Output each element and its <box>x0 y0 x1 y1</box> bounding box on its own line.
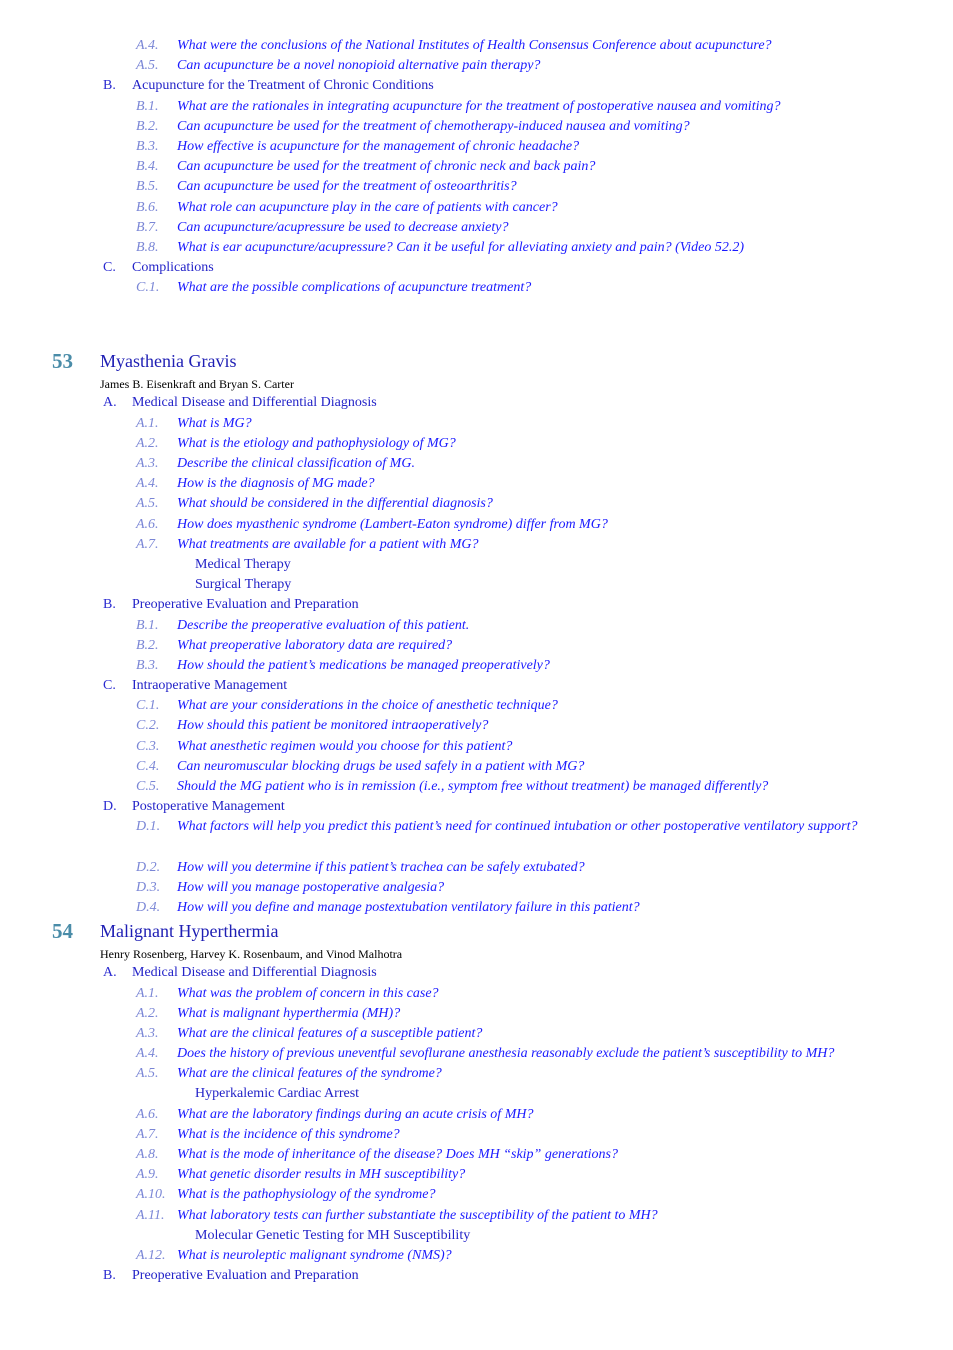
chapter-heading[interactable] <box>0 918 953 945</box>
question-text: How will you determine if this patient’s trachea can be safely extubated? <box>177 859 585 875</box>
question-text: What genetic disorder results in MH susceptibility? <box>177 1167 466 1183</box>
authors-text: James B. Eisenkraft and Bryan S. Carter <box>100 377 294 392</box>
chapter-number: 53 <box>52 349 73 374</box>
question-text: What is the pathophysiology of the syndrome? <box>177 1187 436 1203</box>
section-letter: D. <box>103 799 117 815</box>
question-text: What are the laboratory findings during an acute crisis of MH? <box>177 1106 534 1122</box>
question-number: B.3. <box>136 138 159 154</box>
question-text: What laboratory tests can further substantiate the susceptibility of the patient to MH? <box>177 1207 658 1223</box>
question-text: How effective is acupuncture for the management of chronic headache? <box>177 138 580 154</box>
chapter-gap <box>0 298 953 348</box>
question-link[interactable] <box>0 454 953 474</box>
question-link[interactable] <box>0 737 953 757</box>
question-text: Describe the clinical classification of MG. <box>177 456 415 471</box>
question-text: How should the patient’s medications be managed preoperatively? <box>177 657 550 673</box>
question-link[interactable] <box>0 474 953 494</box>
question-number: B.2. <box>136 637 159 653</box>
question-text: Should the MG patient who is in remission (i.e., symptom free without treatment) be managed differently? <box>177 779 769 794</box>
section-title: Acupuncture for the Treatment of Chronic Conditions <box>132 78 434 94</box>
section-letter: B. <box>103 78 116 94</box>
question-link[interactable] <box>0 878 953 898</box>
question-link[interactable] <box>0 696 953 716</box>
question-link[interactable] <box>0 1206 953 1226</box>
question-text: What is neuroleptic malignant syndrome (NMS)? <box>177 1247 452 1263</box>
question-link[interactable] <box>0 434 953 454</box>
question-link[interactable] <box>0 616 953 636</box>
question-number: D.1. <box>136 819 161 835</box>
question-link[interactable] <box>0 414 953 434</box>
chapter-authors <box>0 945 953 963</box>
question-number: A.3. <box>136 456 159 471</box>
question-text: What should be considered in the differential diagnosis? <box>177 496 493 512</box>
question-number: B.1. <box>136 98 159 114</box>
question-number: A.4. <box>136 476 159 492</box>
question-link[interactable] <box>0 858 953 878</box>
subtopic-link[interactable] <box>0 1084 953 1104</box>
question-text: Can acupuncture/acupressure be used to decrease anxiety? <box>177 219 509 235</box>
question-link[interactable] <box>0 898 953 918</box>
chapter-title[interactable]: Malignant Hyperthermia <box>100 921 279 942</box>
section-letter: B. <box>103 1268 116 1284</box>
chapter-heading[interactable] <box>0 348 953 375</box>
section-letter: A. <box>103 965 117 981</box>
question-text: What is malignant hyperthermia (MH)? <box>177 1005 401 1021</box>
question-link[interactable] <box>0 36 953 56</box>
chapter-54-entries <box>0 963 953 1286</box>
section-title: Preoperative Evaluation and Preparation <box>132 1268 359 1284</box>
subtopic-text: Medical Therapy <box>195 556 291 572</box>
question-number: A.3. <box>136 1025 159 1041</box>
question-text: How should this patient be monitored intraoperatively? <box>177 718 489 734</box>
question-link[interactable] <box>0 1024 953 1044</box>
section-title: Medical Disease and Differential Diagnosis <box>132 395 377 411</box>
question-number: A.1. <box>136 985 159 1001</box>
question-number: D.3. <box>136 879 161 895</box>
question-link[interactable] <box>0 1185 953 1205</box>
subtopic-link[interactable] <box>0 555 953 575</box>
table-of-contents <box>0 36 953 1286</box>
question-link[interactable] <box>0 1165 953 1185</box>
question-number: A.5. <box>136 496 159 512</box>
question-link[interactable] <box>0 1246 953 1266</box>
question-number: B.7. <box>136 219 159 235</box>
section-letter: A. <box>103 395 117 411</box>
question-link[interactable] <box>0 56 953 76</box>
question-number: A.12. <box>136 1247 166 1263</box>
section-title: Medical Disease and Differential Diagnosis <box>132 965 377 981</box>
question-link[interactable] <box>0 1064 953 1084</box>
question-number: B.8. <box>136 239 159 255</box>
question-text: What factors will help you predict this patient’s need for continued intubation or other postoperative ventilatory support? <box>177 819 858 835</box>
section-heading-link[interactable] <box>0 258 953 278</box>
section-title: Complications <box>132 260 214 276</box>
question-link[interactable] <box>0 716 953 736</box>
question-number: A.2. <box>136 435 159 451</box>
question-number: C.3. <box>136 738 160 754</box>
chapter-53-entries <box>0 393 953 918</box>
chapter-title[interactable]: Myasthenia Gravis <box>100 351 237 372</box>
question-number: B.3. <box>136 657 159 673</box>
question-number: C.4. <box>136 758 160 774</box>
question-text: Can acupuncture be used for the treatment of osteoarthritis? <box>177 179 517 195</box>
question-text: Can acupuncture be used for the treatment of chemotherapy-induced nausea and vomiting? <box>177 118 690 134</box>
question-number: A.6. <box>136 1106 159 1122</box>
question-link[interactable] <box>0 1044 953 1064</box>
question-text: Does the history of previous uneventful sevoflurane anesthesia reasonably exclude the patient’s susceptibility to MH? <box>177 1046 835 1062</box>
question-number: C.1. <box>136 698 160 714</box>
section-letter: B. <box>103 597 116 613</box>
section-heading-link[interactable] <box>0 963 953 983</box>
question-text: What anesthetic regimen would you choose for this patient? <box>177 738 513 754</box>
question-number: B.4. <box>136 159 159 175</box>
question-text: How will you manage postoperative analgesia? <box>177 879 445 895</box>
question-link[interactable] <box>0 1004 953 1024</box>
chapter-53 <box>0 348 953 918</box>
subtopic-text: Surgical Therapy <box>195 577 292 593</box>
question-text: What is MG? <box>177 415 252 431</box>
question-number: B.5. <box>136 179 159 195</box>
question-link[interactable] <box>0 757 953 777</box>
question-number: A.4. <box>136 1046 159 1062</box>
question-link[interactable] <box>0 777 953 797</box>
question-text: How is the diagnosis of MG made? <box>177 476 375 492</box>
section-title: Postoperative Management <box>132 799 285 815</box>
question-text: How does myasthenic syndrome (Lambert-Eaton syndrome) differ from MG? <box>177 516 608 532</box>
question-number: A.9. <box>136 1167 159 1183</box>
question-text: Can neuromuscular blocking drugs be used safely in a patient with MG? <box>177 758 585 774</box>
section-heading-link[interactable] <box>0 76 953 96</box>
subtopic-text: Molecular Genetic Testing for MH Susceptibility <box>195 1227 471 1243</box>
question-text: What is the etiology and pathophysiology of MG? <box>177 435 456 451</box>
subtopic-text: Hyperkalemic Cardiac Arrest <box>195 1086 360 1102</box>
question-number: B.1. <box>136 617 159 633</box>
question-link[interactable] <box>0 238 953 258</box>
chapter-54 <box>0 918 953 1286</box>
question-link[interactable] <box>0 494 953 514</box>
question-text: Describe the preoperative evaluation of this patient. <box>177 617 470 633</box>
question-number: B.6. <box>136 199 159 215</box>
question-number: A.2. <box>136 1005 159 1021</box>
question-text: What are the possible complications of acupuncture treatment? <box>177 280 532 296</box>
question-link[interactable] <box>0 117 953 137</box>
question-link[interactable] <box>0 1145 953 1165</box>
authors-text: Henry Rosenberg, Harvey K. Rosenbaum, and Vinod Malhotra <box>100 947 403 962</box>
question-link[interactable] <box>0 198 953 218</box>
question-link[interactable] <box>0 984 953 1004</box>
question-link[interactable] <box>0 1125 953 1145</box>
question-text: How will you define and manage postextubation ventilatory failure in this patient? <box>177 900 640 916</box>
section-title: Intraoperative Management <box>132 678 288 694</box>
question-link[interactable] <box>0 97 953 117</box>
question-text: What preoperative laboratory data are required? <box>177 637 453 653</box>
question-text: What are your considerations in the choice of anesthetic technique? <box>177 698 558 714</box>
question-text: What is ear acupuncture/acupressure? Can it be useful for alleviating anxiety and pain? (Video 52.2) <box>177 239 745 255</box>
question-link[interactable] <box>0 515 953 535</box>
question-number: A.11. <box>136 1207 165 1223</box>
question-text: What treatments are available for a patient with MG? <box>177 536 479 552</box>
question-number: C.2. <box>136 718 160 734</box>
question-number: C.1. <box>136 280 160 296</box>
question-link[interactable] <box>0 656 953 676</box>
question-link[interactable] <box>0 137 953 157</box>
question-text: What is the incidence of this syndrome? <box>177 1126 400 1142</box>
question-link[interactable] <box>0 218 953 238</box>
subtopic-link[interactable] <box>0 575 953 595</box>
question-link[interactable] <box>0 278 953 298</box>
section-title: Preoperative Evaluation and Preparation <box>132 597 359 613</box>
question-link[interactable] <box>0 636 953 656</box>
question-link[interactable] <box>0 177 953 197</box>
question-link[interactable] <box>0 535 953 555</box>
question-text: What were the conclusions of the National Institutes of Health Consensus Conference about acupuncture? <box>177 38 772 53</box>
chapter-authors <box>0 375 953 393</box>
question-number: D.4. <box>136 900 161 916</box>
question-text: What was the problem of concern in this case? <box>177 985 439 1001</box>
chapter-number: 54 <box>52 919 73 944</box>
question-number: A.7. <box>136 1126 159 1142</box>
question-text: What role can acupuncture play in the care of patients with cancer? <box>177 199 558 215</box>
question-link[interactable] <box>0 817 953 857</box>
question-number: A.5. <box>136 58 159 74</box>
section-letter: C. <box>103 260 116 276</box>
section-letter: C. <box>103 678 116 694</box>
section-heading-link[interactable] <box>0 1266 953 1286</box>
question-text: What is the mode of inheritance of the disease? Does MH “skip” generations? <box>177 1147 618 1163</box>
question-number: A.7. <box>136 536 159 552</box>
question-number: A.6. <box>136 516 159 532</box>
question-link[interactable] <box>0 1105 953 1125</box>
chapter-52-continuation <box>0 36 953 298</box>
section-heading-link[interactable] <box>0 393 953 413</box>
section-heading-link[interactable] <box>0 797 953 817</box>
question-number: C.5. <box>136 779 160 794</box>
question-text: What are the clinical features of a susceptible patient? <box>177 1025 483 1041</box>
question-text: Can acupuncture be used for the treatment of chronic neck and back pain? <box>177 159 596 175</box>
question-number: B.2. <box>136 118 159 134</box>
question-number: A.5. <box>136 1066 159 1082</box>
question-number: A.8. <box>136 1147 159 1163</box>
question-text: What are the rationales in integrating acupuncture for the treatment of postoperative nausea and vomiting? <box>177 98 781 114</box>
section-heading-link[interactable] <box>0 595 953 615</box>
section-heading-link[interactable] <box>0 676 953 696</box>
question-number: A.10. <box>136 1187 166 1203</box>
question-number: A.4. <box>136 38 159 53</box>
question-text: Can acupuncture be a novel nonopioid alternative pain therapy? <box>177 58 541 74</box>
question-number: D.2. <box>136 859 161 875</box>
subtopic-link[interactable] <box>0 1226 953 1246</box>
question-number: A.1. <box>136 415 159 431</box>
question-text: What are the clinical features of the syndrome? <box>177 1066 442 1082</box>
question-link[interactable] <box>0 157 953 177</box>
